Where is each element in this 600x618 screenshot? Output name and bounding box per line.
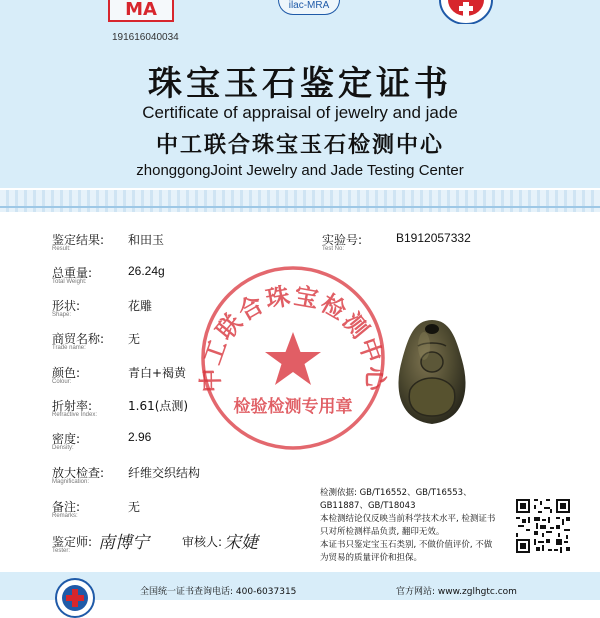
field-sub-remarks: Remarks: bbox=[52, 513, 78, 519]
ilac-mra-logo bbox=[278, 0, 340, 15]
field-value-weight: 26.24g bbox=[128, 264, 165, 278]
field-sub-density: Density: bbox=[52, 445, 74, 451]
header-divider-line bbox=[0, 206, 600, 208]
field-value-density: 2.96 bbox=[128, 430, 152, 444]
field-label-shape: 形状: bbox=[52, 299, 81, 313]
test-number-label: 实验号: bbox=[322, 233, 363, 247]
field-value-shape: 花雕 bbox=[128, 299, 153, 313]
field-value-trade-name: 无 bbox=[128, 332, 141, 346]
basis-line: 本检测结论仅反映当前科学技术水平, 检测证书 bbox=[320, 514, 496, 524]
field-sub-weight: Total Weight: bbox=[52, 279, 87, 285]
field-label-weight: 总重量: bbox=[52, 266, 93, 280]
field-sub-result: Result: bbox=[52, 246, 71, 252]
testing-center-name-cn: 中工联合珠宝玉石检测中心 bbox=[155, 133, 444, 158]
field-label-colour: 颜色: bbox=[52, 366, 81, 380]
field-sub-magnification: Magnification: bbox=[52, 479, 90, 485]
certificate-title-cn: 珠宝玉石鉴定证书 bbox=[148, 64, 452, 104]
basis-line: 为贸易的质量评价和担保。 bbox=[320, 553, 423, 563]
seal-ring-text: 中工联合珠宝检测中心 bbox=[197, 281, 389, 393]
certificate-title-en: Certificate of appraisal of jewelry and jade bbox=[142, 103, 458, 122]
inspection-seal-stamp bbox=[197, 262, 389, 454]
field-sub-refractive-index: Refractive Index: bbox=[52, 412, 98, 418]
reviewer-signature: 宋婕 bbox=[224, 533, 258, 553]
test-number-value: B1912057332 bbox=[396, 231, 471, 245]
jade-pendant-photo bbox=[388, 316, 476, 428]
header-divider-band bbox=[0, 188, 600, 212]
tester-label: 鉴定师: bbox=[52, 535, 93, 549]
test-basis-statement bbox=[320, 487, 508, 565]
test-number-sub: Test No: bbox=[322, 246, 345, 252]
cma-number: 191616040034 bbox=[112, 32, 179, 43]
field-value-refractive-index: 1.61(点测) bbox=[128, 399, 189, 413]
field-label-refractive-index: 折射率: bbox=[52, 399, 93, 413]
center-emblem-icon bbox=[55, 578, 95, 618]
field-label-trade-name: 商贸名称: bbox=[52, 332, 105, 346]
certificate-query-phone: 全国统一证书查询电话: 400-6037315 bbox=[140, 587, 297, 597]
field-sub-trade-name: Trade name: bbox=[52, 345, 86, 351]
field-label-density: 密度: bbox=[52, 432, 81, 446]
reviewer-label: 审核人: bbox=[182, 535, 223, 549]
field-label-magnification: 放大检查: bbox=[52, 466, 105, 480]
field-label-remarks: 备注: bbox=[52, 500, 81, 514]
field-sub-shape: Shape: bbox=[52, 312, 72, 318]
field-value-magnification: 纤维交织结构 bbox=[128, 466, 201, 480]
seal-bottom-text: 检验检测专用章 bbox=[233, 397, 353, 417]
field-label-result: 鉴定结果: bbox=[52, 233, 105, 247]
qr-code-icon[interactable] bbox=[516, 499, 570, 553]
tester-signature: 南博宁 bbox=[98, 533, 149, 553]
field-value-colour: 青白+褐黄 bbox=[128, 366, 187, 380]
tester-sub: Tester: bbox=[52, 548, 71, 554]
basis-line: GB11887、GB/T18043 bbox=[320, 501, 416, 511]
cma-logo-text: MA bbox=[125, 0, 157, 20]
cma-logo bbox=[108, 0, 174, 22]
field-sub-colour: Colour: bbox=[52, 379, 72, 385]
field-value-remarks: 无 bbox=[128, 500, 141, 514]
ilac-logo-text: ilac-MRA bbox=[288, 0, 330, 11]
basis-line: 只对所检测样品负责, 翻印无效。 bbox=[320, 527, 445, 537]
basis-line: 本证书只鉴定宝玉石类别, 不做价值评价, 不做 bbox=[320, 540, 493, 550]
seal-star-icon bbox=[265, 332, 321, 385]
testing-center-name-en: zhonggongJoint Jewelry and Jade Testing Center bbox=[136, 162, 464, 179]
field-value-result: 和田玉 bbox=[128, 233, 165, 247]
official-website-link[interactable]: 官方网站: www.zglhgtc.com bbox=[396, 587, 517, 597]
association-logo-icon bbox=[438, 0, 494, 24]
basis-line: 检测依据: GB/T16552、GB/T16553、 bbox=[320, 488, 472, 498]
